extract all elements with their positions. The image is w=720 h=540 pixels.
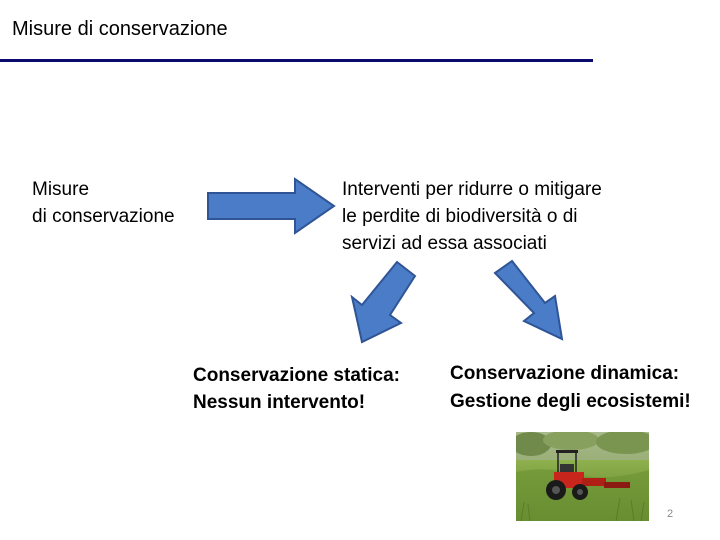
tractor-mowing-photo xyxy=(516,432,649,521)
static-conservation-label xyxy=(193,362,400,416)
right-arrow-icon xyxy=(208,179,334,233)
definition-line-1: Interventi per ridurre o mitigare xyxy=(342,179,602,200)
slide-title: Misure di conservazione xyxy=(12,18,228,40)
definition-line-2: le perdite di biodiversità o di xyxy=(342,206,578,227)
definition-line-3: servizi ad essa associati xyxy=(342,233,547,254)
static-line-1: Conservazione statica: xyxy=(193,365,400,386)
dynamic-conservation-label xyxy=(450,360,691,416)
down-right-arrow-icon xyxy=(495,261,562,339)
dynamic-line-2: Gestione degli ecosistemi! xyxy=(450,391,691,412)
page-number: 2 xyxy=(667,508,674,520)
term-line-2: di conservazione xyxy=(32,206,175,227)
dynamic-line-1: Conservazione dinamica: xyxy=(450,363,680,384)
down-left-arrow-icon xyxy=(352,262,415,342)
static-line-2: Nessun intervento! xyxy=(193,392,366,413)
term-line-1: Misure xyxy=(32,179,90,200)
